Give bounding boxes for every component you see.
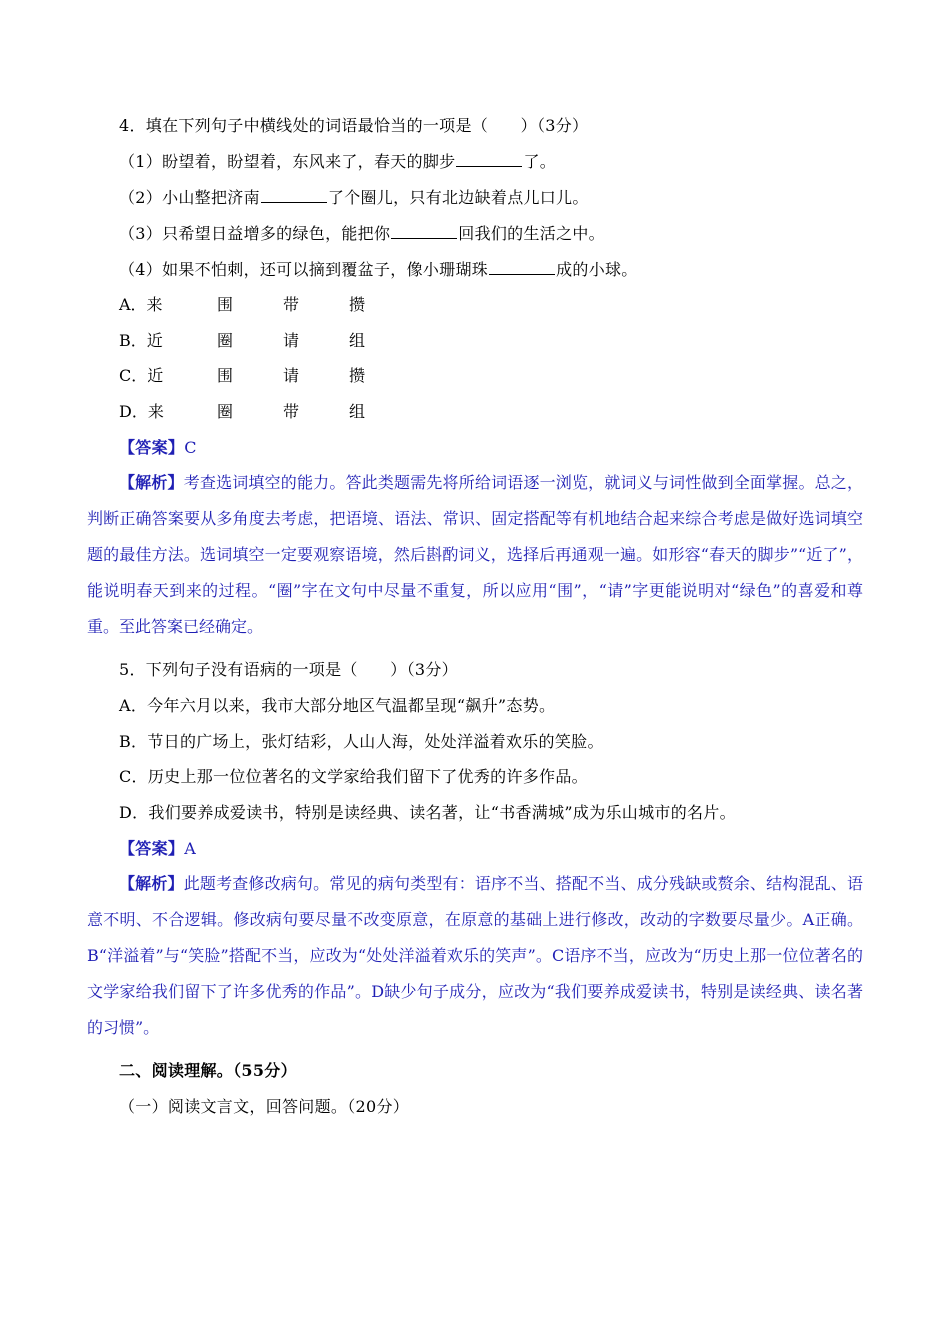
q4-answer-value: C — [184, 438, 197, 457]
q4-option-a-word-3: 带 — [283, 295, 300, 314]
q5-option-c: C．历史上那一位位著名的文学家给我们留下了优秀的许多作品。 — [119, 767, 588, 786]
q5-option-b: B．节日的广场上，张灯结彩，人山人海，处处洋溢着欢乐的笑脸。 — [119, 732, 604, 751]
q5-analysis-text: 此题考查修改病句。常见的病句类型有：语序不当、搭配不当、成分残缺或赘余、结构混乱、语意不明、不合逻辑。修改病句要尽量不改变原意，在原意的基础上进行修改，改动的字数要尽量少。A正确。B“洋溢着”与“笑脸”搭配不当，应改为“处处洋溢着欢乐的笑声”。C语序不当，应改为“历史上那一位位著名的文学家给我们留下了许多优秀的作品”。D缺少句子成分，应改为“我们要养成爱读书，特别是读经典、读名著的习惯”。 — [87, 874, 863, 1037]
section-2-subsection-1: （一）阅读文言文，回答问题。（20分） — [119, 1097, 410, 1116]
q4-s1-blank — [456, 152, 522, 167]
q5-analysis-tag: 【解析】 — [119, 874, 184, 893]
q4-option-d-word-4: 组 — [349, 402, 366, 421]
q4-option-d-word-3: 带 — [283, 402, 300, 421]
q5-answer-value: A — [184, 839, 197, 858]
q4-s2-text-b: 了个圈儿，只有北边缺着点儿口儿。 — [327, 188, 589, 207]
q4-answer-tag: 【答案】 — [119, 438, 185, 457]
q4-option-b — [119, 331, 419, 351]
q4-analysis-text: 考查选词填空的能力。答此类题需先将所给词语逐一浏览，就词义与词性做到全面掌握。总之，判断正确答案要从多角度去考虑，把语境、语法、常识、固定搭配等有机地结合起来综合考虑是做好选词填空题的最佳方法。选词填空一定要观察语境，然后斟酌词义，选择后再通观一遍。如形容“春天的脚步”“近了”，能说明春天到来的过程。“圈”字在文句中尽量不重复，所以应用“围”，“请”字更能说明对“绿色”的喜爱和尊重。至此答案已经确定。 — [87, 473, 863, 636]
q5-analysis — [87, 866, 863, 1046]
q4-s3-text-a: （3）只希望日益增多的绿色，能把你 — [119, 224, 391, 243]
q5-option-a: A．今年六月以来，我市大部分地区气温都呈现“飙升”态势。 — [119, 696, 556, 715]
q5-option-d: D．我们要养成爱读书，特别是读经典、读名著，让“书香满城”成为乐山城市的名片。 — [119, 803, 736, 822]
q4-option-c — [119, 366, 419, 386]
q4-option-b-word-3: 请 — [283, 331, 300, 350]
q4-option-a-word-2: 围 — [217, 295, 234, 314]
q4-s4-text-b: 成的小球。 — [556, 260, 638, 279]
q4-option-c-word-4: 攒 — [349, 366, 366, 385]
q4-s1-text-b: 了。 — [523, 152, 557, 171]
q4-analysis-tag: 【解析】 — [119, 473, 184, 492]
q4-sentence-4 — [119, 260, 638, 280]
q4-option-a — [119, 295, 419, 315]
q5-stem: 5．下列句子没有语病的一项是（ ）（3分） — [119, 660, 458, 679]
q4-stem: 4．填在下列句子中横线处的词语最恰当的一项是（ ）（3分） — [119, 116, 589, 135]
q4-sentence-3 — [119, 224, 605, 244]
q4-option-a-label: A．来 — [119, 295, 163, 314]
q4-s3-text-b: 回我们的生活之中。 — [458, 224, 605, 243]
q4-option-d-word-2: 圈 — [217, 402, 234, 421]
q4-sentence-1 — [119, 152, 556, 172]
q4-s4-blank — [489, 260, 555, 275]
q4-option-c-word-3: 请 — [283, 366, 300, 385]
q5-answer — [119, 839, 196, 859]
q4-analysis — [87, 465, 863, 645]
q4-answer — [119, 438, 197, 458]
q4-option-c-label: C．近 — [119, 366, 164, 385]
q4-s1-text-a: （1）盼望着，盼望着，东风来了，春天的脚步 — [119, 152, 456, 171]
q4-s2-blank — [261, 188, 327, 203]
q4-s4-text-a: （4）如果不怕刺，还可以摘到覆盆子，像小珊瑚珠 — [119, 260, 489, 279]
q4-option-c-word-2: 围 — [217, 366, 234, 385]
section-2-title: 二、阅读理解。（55分） — [119, 1061, 297, 1080]
q4-option-b-word-2: 圈 — [217, 331, 234, 350]
q4-option-a-word-4: 攒 — [349, 295, 366, 314]
q4-option-d-label: D．来 — [119, 402, 164, 421]
q4-s3-blank — [391, 224, 457, 239]
q4-option-b-label: B．近 — [119, 331, 163, 350]
q4-s2-text-a: （2）小山整把济南 — [119, 188, 260, 207]
q4-option-d — [119, 402, 419, 422]
q4-sentence-2 — [119, 188, 589, 208]
q4-option-b-word-4: 组 — [349, 331, 366, 350]
q5-answer-tag: 【答案】 — [119, 839, 185, 858]
